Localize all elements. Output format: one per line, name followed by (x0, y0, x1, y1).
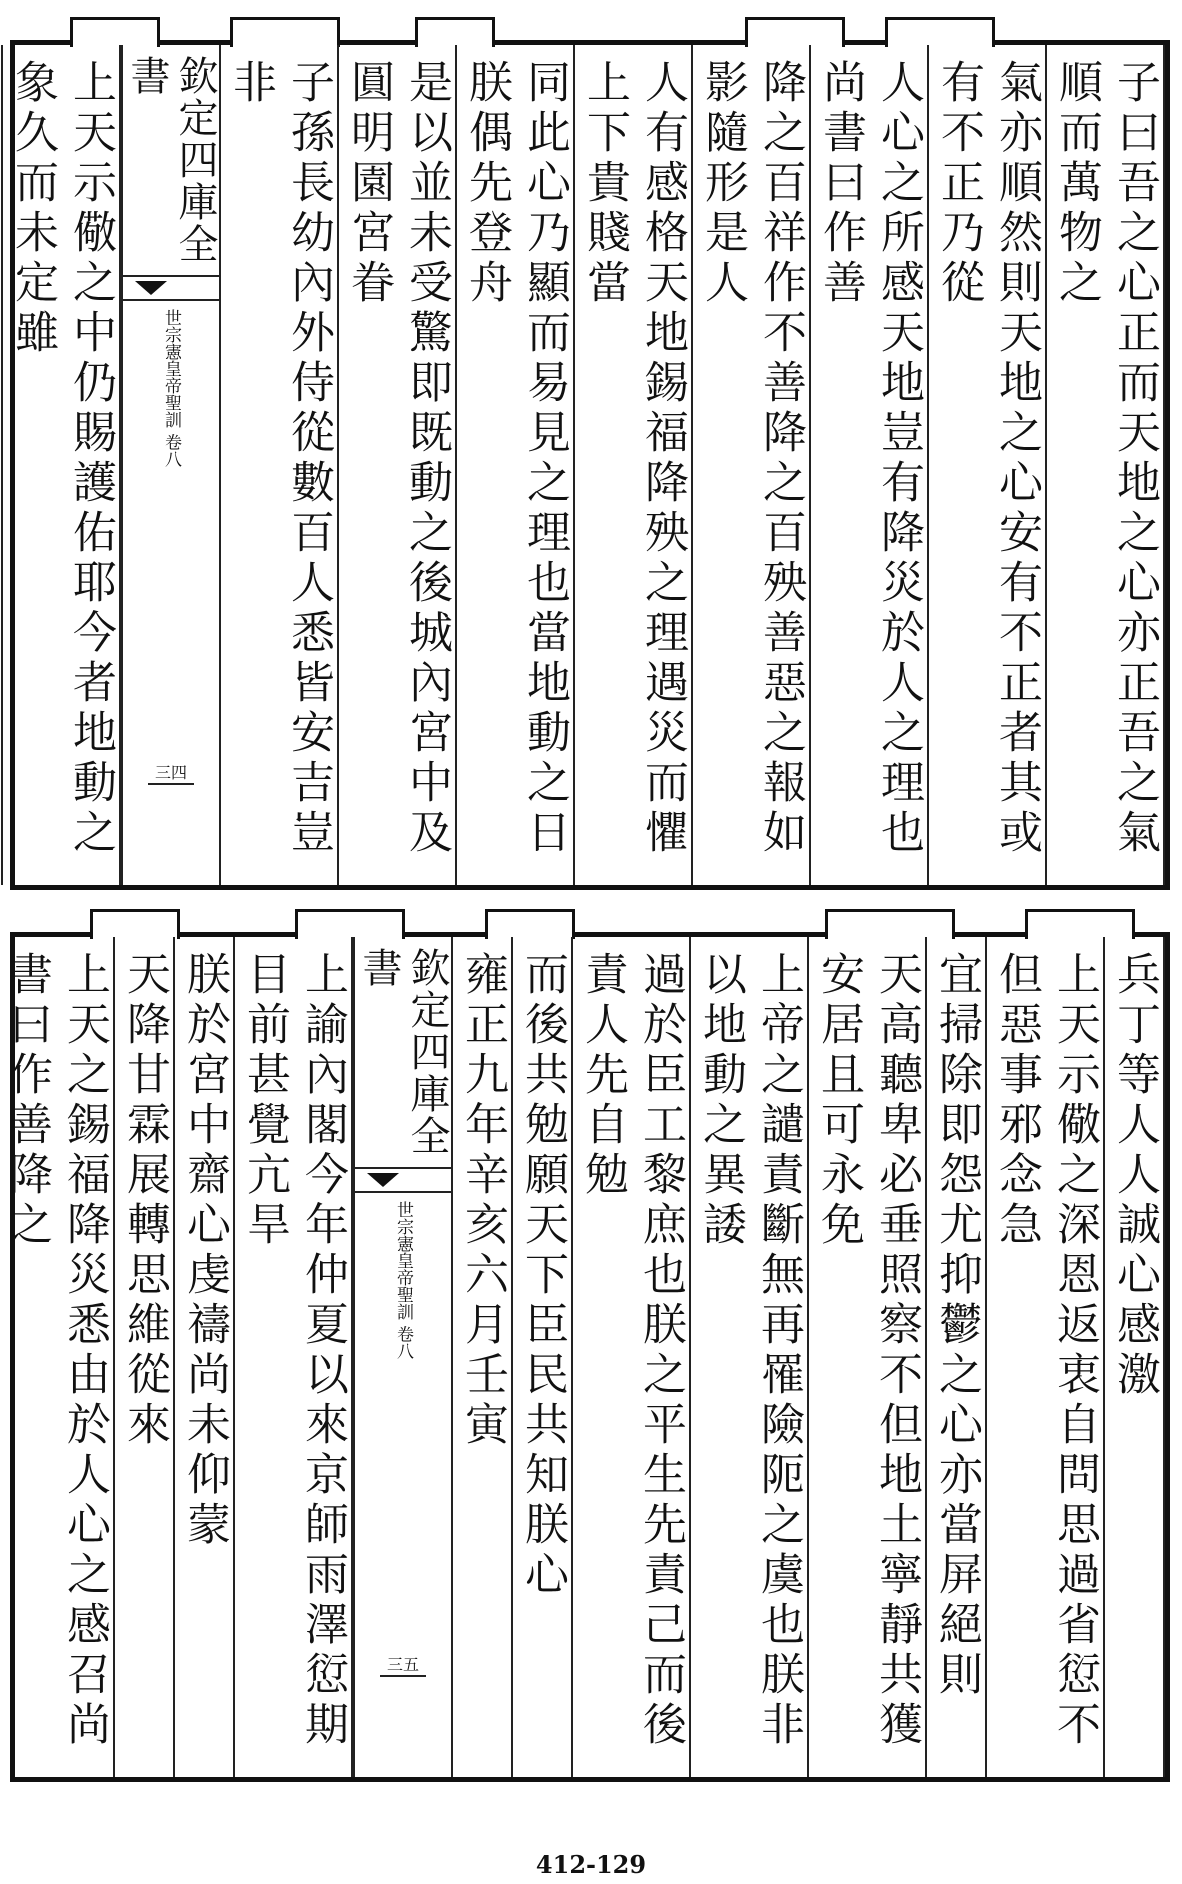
text-column: 上諭內閣今年仲夏以來京師雨澤愆期目前甚覺亢旱 (235, 937, 353, 1777)
text-column: 朕於宮中齋心虔禱尚未仰蒙 (175, 937, 235, 1777)
bottom-page (1, 932, 1170, 1782)
text-column: 上天示儆之深恩返衷自問思過省愆不但惡事邪念急 (987, 937, 1105, 1777)
text-column: 天降甘霖展轉思維從來 (115, 937, 175, 1777)
page-tab (70, 17, 160, 47)
text-column: 同此心乃顯而易見之理也當地動之日朕偶先登舟 (457, 45, 575, 885)
page-tab (745, 17, 845, 47)
page-tab (885, 17, 995, 47)
volume-subtitle: 世宗憲皇帝聖訓 卷八 (393, 1201, 413, 1360)
text-column: 過於臣工黎庶也朕之平生先責己而後責人先自勉 (573, 937, 691, 1777)
text-column: 兵丁等人人誠心感激 (1105, 937, 1165, 1777)
center-gutter (353, 937, 453, 1777)
text-column: 天高聽卑必垂照察不但地土寧靜共獲安居且可永免 (809, 937, 927, 1777)
page-number: 三四 (148, 760, 194, 785)
text-column: 上天之錫福降災悉由於人心之感召尚書曰作善降之 (0, 937, 115, 1777)
text-column: 人有感格天地錫福降殃之理遇災而懼上下貴賤當 (575, 45, 693, 885)
top-columns (7, 45, 1165, 885)
text-column: 氣亦順然則天地之心安有不正者其或有不正乃從 (929, 45, 1047, 885)
text-column: 降之百祥作不善降之百殃善惡之報如影隨形是人 (693, 45, 811, 885)
text-column: 子曰吾之心正而天地之心亦正吾之氣順而萬物之 (1047, 45, 1165, 885)
book-title: 欽定四庫全書 (124, 55, 218, 265)
text-column: 上天示儆之中仍賜護佑耶今者地動之象久而未定雖 (3, 45, 121, 885)
bottom-columns (1, 937, 1165, 1777)
page-tab (415, 17, 495, 47)
page-tab (295, 909, 405, 939)
top-page (7, 40, 1170, 890)
page-tab (825, 909, 955, 939)
volume-subtitle: 世宗憲皇帝聖訓 卷八 (161, 309, 181, 468)
text-column: 上帝之譴責斷無再罹險阨之虞也朕非以地動之異諉 (691, 937, 809, 1777)
fish-tail-mark (123, 275, 219, 301)
page-tab (1025, 909, 1135, 939)
text-column: 子孫長幼內外侍從數百人悉皆安吉豈非 (221, 45, 339, 885)
text-column: 雍正九年辛亥六月壬寅 (453, 937, 513, 1777)
page-tab (230, 17, 340, 47)
book-title: 欽定四庫全書 (356, 947, 450, 1157)
page-tab (485, 909, 575, 939)
page-number: 三五 (380, 1652, 426, 1677)
text-column: 人心之所感天地豈有降災於人之理也尚書曰作善 (811, 45, 929, 885)
text-column: 而後共勉願天下臣民共知朕心 (513, 937, 573, 1777)
text-column: 是以並未受驚即既動之後城內宮中及圓明園宮眷 (339, 45, 457, 885)
fish-tail-mark (355, 1167, 451, 1193)
page-tab (90, 909, 180, 939)
page-caption: 412-129 (535, 1850, 647, 1879)
center-gutter (121, 45, 221, 885)
text-column: 宜掃除即怨尤抑鬱之心亦當屏絕則 (927, 937, 987, 1777)
